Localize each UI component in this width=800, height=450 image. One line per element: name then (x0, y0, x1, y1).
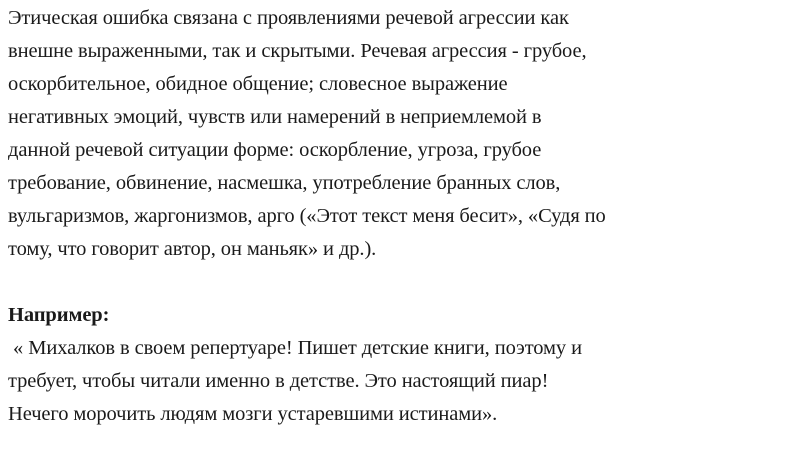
paragraph-line: внешне выраженными, так и скрытыми. Речевая агрессия - грубое, (8, 40, 587, 62)
paragraph-line: данной речевой ситуации форме: оскорбление, угроза, грубое (8, 139, 542, 161)
example-line: Нечего морочить людям мозги устаревшими истинами». (8, 403, 498, 425)
example-line: « Михалков в своем репертуаре! Пишет детские книги, поэтому и (8, 337, 582, 359)
paragraph-line: негативных эмоций, чувств или намерений в неприемлемой в (8, 106, 542, 128)
paragraph-spacer (8, 266, 798, 299)
example-line: требует, чтобы читали именно в детстве. Это настоящий пиар! (8, 370, 549, 392)
paragraph-line: Этическая ошибка связана с проявлениями речевой агрессии как (8, 7, 569, 29)
paragraph-line: требование, обвинение, насмешка, употребление бранных слов, (8, 172, 561, 194)
example-heading: Например: (8, 304, 110, 326)
text-block (8, 2, 798, 431)
paragraph-line: оскорбительное, обидное общение; словесное выражение (8, 73, 508, 95)
paragraph-line: вульгаризмов, жаргонизмов, арго («Этот текст меня бесит», «Судя по (8, 205, 606, 227)
paragraph-line: тому, что говорит автор, он маньяк» и др.). (8, 238, 377, 260)
